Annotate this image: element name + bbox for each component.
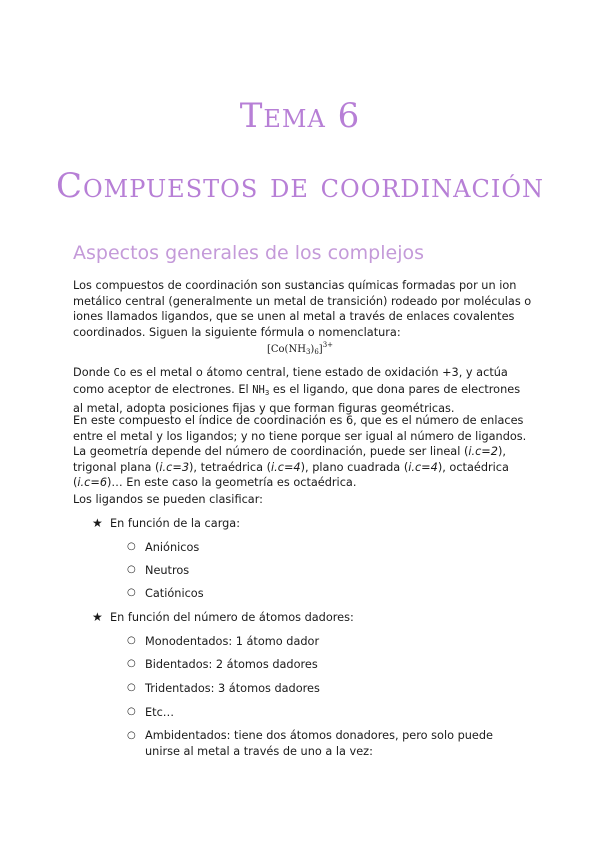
para3-ic4b: i.c=4 [408,460,438,474]
para2-nh-sub: 3 [264,388,270,397]
para3-ic4a: i.c=4 [271,460,301,474]
circle-bullet-icon: ○ [127,541,136,552]
para3-text-2: ), trigonal plana ( [73,445,506,474]
star-bullet-icon: ★ [92,610,103,624]
chemical-formula [0,341,600,356]
list-item: Bidentados: 2 átomos dadores [145,658,318,671]
circle-bullet-icon: ○ [127,635,136,646]
list-item: Monodentados: 1 átomo dador [145,635,320,648]
para3-ic2: i.c=2 [468,445,498,458]
paragraph-coordination-index [73,413,533,491]
list-item: Aniónicos [145,541,200,554]
para2-text-1: Donde [73,366,114,379]
list-group-label: En función del número de átomos dadores: [110,611,354,624]
paragraph-intro: Los compuestos de coordinación son sustancias químicas formadas por un ion metálico central (generalmente un metal de transición) rodeado por moléculas o iones llamados ligandos, que se unen al metal a través de enlaces covalentes coordinados. Siguen la siguiente fórmula o nomenclatura: [73,279,532,339]
para3-text-4: ), plano cuadrada ( [300,460,409,474]
formula-sub-6: 6 [314,348,319,356]
para2-nh: NH [252,383,265,396]
list-item: Catiónicos [145,587,204,600]
para3-text-3: ), tetraédrica ( [189,460,272,474]
title-line-2: Compuestos de coordinación [55,166,545,206]
title-line-1: Tema 6 [239,96,361,136]
circle-bullet-icon: ○ [127,682,136,693]
para3-text-5: ), octaédrica ( [73,460,509,489]
para3-text-6: )… En este caso la geometría es octaédrica. [107,476,357,489]
star-bullet-icon: ★ [92,516,103,530]
list-item: Etc… [145,706,175,719]
list-item: Neutros [145,564,190,577]
para2-text-2: es el metal o átomo central, tiene estado de oxidación +3, y actúa como aceptor de electrones. El [73,366,508,396]
formula-close: ] [318,344,323,355]
list-item: Tridentados: 3 átomos dadores [145,682,320,695]
circle-bullet-icon: ○ [127,564,136,575]
list-item: Ambidentados: tiene dos átomos donadores, pero solo puede unirse al metal a través de uno a la vez: [145,729,493,758]
para2-text-3: es el ligando, que dona pares de electrones al metal, adopta posiciones fijas y que forman figuras geométricas. [73,382,521,415]
para3-ic3: i.c=3 [159,460,190,474]
list-group-label: En función de la carga: [110,517,241,530]
para3-ic6: i.c=6 [77,476,108,489]
paragraph-metal-ligand [73,365,533,417]
formula-sub-3: 3 [305,348,311,356]
para3-text-1: En este compuesto el índice de coordinación es 6, que es el número de enlaces entre el metal y los ligandos; y no tiene porque ser igual al número de ligandos. La geometría depende del número de coordinación, puede ser lineal ( [73,414,527,458]
paragraph-classification: Los ligandos se pueden clasificar: [73,493,263,506]
circle-bullet-icon: ○ [127,658,136,669]
section-heading: Aspectos generales de los complejos [73,242,424,264]
circle-bullet-icon: ○ [127,587,136,598]
formula-open: [Co(NH [266,344,306,355]
circle-bullet-icon: ○ [127,706,136,717]
para2-co: Co [113,367,127,379]
circle-bullet-icon: ○ [127,730,136,741]
formula-mid: ) [310,344,315,355]
formula-charge: 3+ [322,341,334,349]
